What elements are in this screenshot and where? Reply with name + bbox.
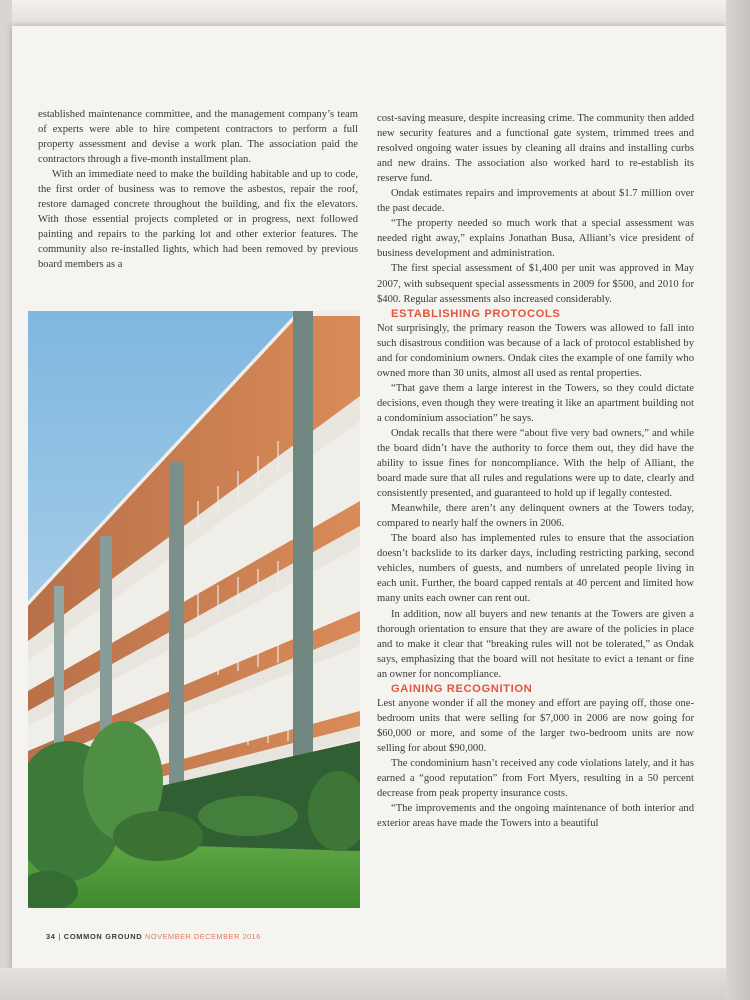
building-photo bbox=[28, 311, 360, 908]
condominium-building-photo-icon bbox=[28, 311, 360, 908]
paragraph: The first special assessment of $1,400 per unit was approved in May 2007, with subsequent special assessments in 2009 for $500, and 2010 for $400. Regular assessments also increased considerably. bbox=[377, 263, 694, 305]
paragraph: “The improvements and the ongoing maintenance of both interior and exterior areas have made the Towers into a beautiful bbox=[377, 803, 694, 830]
paragraph: The condominium hasn’t received any code violations lately, and it has earned a “good reputation” from Fort Myers, resulting in a 50 percent decrease from peak property insurance costs. bbox=[377, 757, 694, 800]
section-heading: GAINING RECOGNITION bbox=[391, 682, 533, 695]
footer-separator: | bbox=[58, 932, 62, 941]
paragraph: In addition, now all buyers and new tenants at the Towers are given a thorough orientation to ensure that they are aware of the policies in place and to make it clear that “breaking rules will not be tolerated,” as Ondak says, emphasizing that the board will not hesitate to evict a tenant or fine an owner for noncompliance. bbox=[377, 608, 694, 680]
paragraph: Meanwhile, there aren’t any delinquent owners at the Towers today, compared to nearly half the owners in 2006. bbox=[377, 503, 694, 530]
paragraph: “That gave them a large interest in the Towers, so they could dictate decisions, even though they were treating it like an apartment building not a condominium association” he says. bbox=[377, 382, 694, 424]
frame-left-edge bbox=[0, 0, 12, 1000]
paragraph: Ondak recalls that there were “about five very bad owners,” and while the board didn’t have the authority to force them out, they did have the ability to issue fines for noncompliance. With the help of Alliant, the board made sure that all rules and regulations were up to date, clearly and consistently presented, and guaranteed to hold up if legally contested. bbox=[377, 427, 694, 500]
paragraph: With an immediate need to make the building habitable and up to code, the first order of business was to remove the asbestos, repair the roof, restore damaged concrete throughout the building, and fix the elevators. With those essential projects completed or in progress, next followed painting and repairs to the parking lot and other exterior features. The community also re-installed lights, which had been removed by previous board members as a bbox=[38, 169, 358, 271]
paragraph: The board also has implemented rules to ensure that the association doesn’t backslide to its darker days, including restricting parking, second vehicles, numbers of guests, and numbers of unrelated people living in each unit. Further, the board capped rentals at 40 percent and limited how many units each owner can rent out. bbox=[377, 533, 694, 605]
frame-bottom-edge bbox=[0, 968, 750, 1000]
paragraph: “The property needed so much work that a special assessment was needed right away,” explains Jonathan Busa, Alliant’s vice president of business development and administration. bbox=[377, 218, 694, 260]
paragraph: established maintenance committee, and the management company’s team of experts were able to hire competent contractors to perform a full property assessment and devise a work plan. The association paid the contractors through a five-month installment plan. bbox=[38, 109, 358, 166]
right-column-text bbox=[377, 111, 694, 831]
frame-right-edge bbox=[726, 0, 750, 1000]
section-heading: ESTABLISHING PROTOCOLS bbox=[391, 307, 561, 320]
magazine-name: COMMON GROUND bbox=[63, 932, 143, 941]
left-column-text bbox=[38, 107, 358, 273]
page-footer bbox=[46, 932, 261, 941]
page-number: 34 bbox=[46, 932, 56, 941]
paragraph: cost-saving measure, despite increasing crime. The community then added new security features and a functional gate system, trimmed trees and resolved ongoing water issues by cleaning all drains and installing curbs and new drains. The association also worked hard to re-establish its reserve fund. bbox=[377, 113, 694, 185]
paragraph: Not surprisingly, the primary reason the Towers was allowed to fall into such disastrous condition was because of a lack of protocol established by and for condominium owners. Ondak cites the example of one family who owned more than 30 units, almost all used as rental properties. bbox=[377, 322, 694, 379]
issue-date: NOVEMBER DECEMBER 2016 bbox=[145, 932, 261, 941]
paragraph: Lest anyone wonder if all the money and effort are paying off, those one-bedroom units that were selling for $7,000 in 2006 are now going for $60,000 or more, and some of the larger two-bedroom units are now selling for about $90,000. bbox=[377, 697, 694, 754]
paragraph: Ondak estimates repairs and improvements at about $1.7 million over the past decade. bbox=[377, 188, 694, 215]
